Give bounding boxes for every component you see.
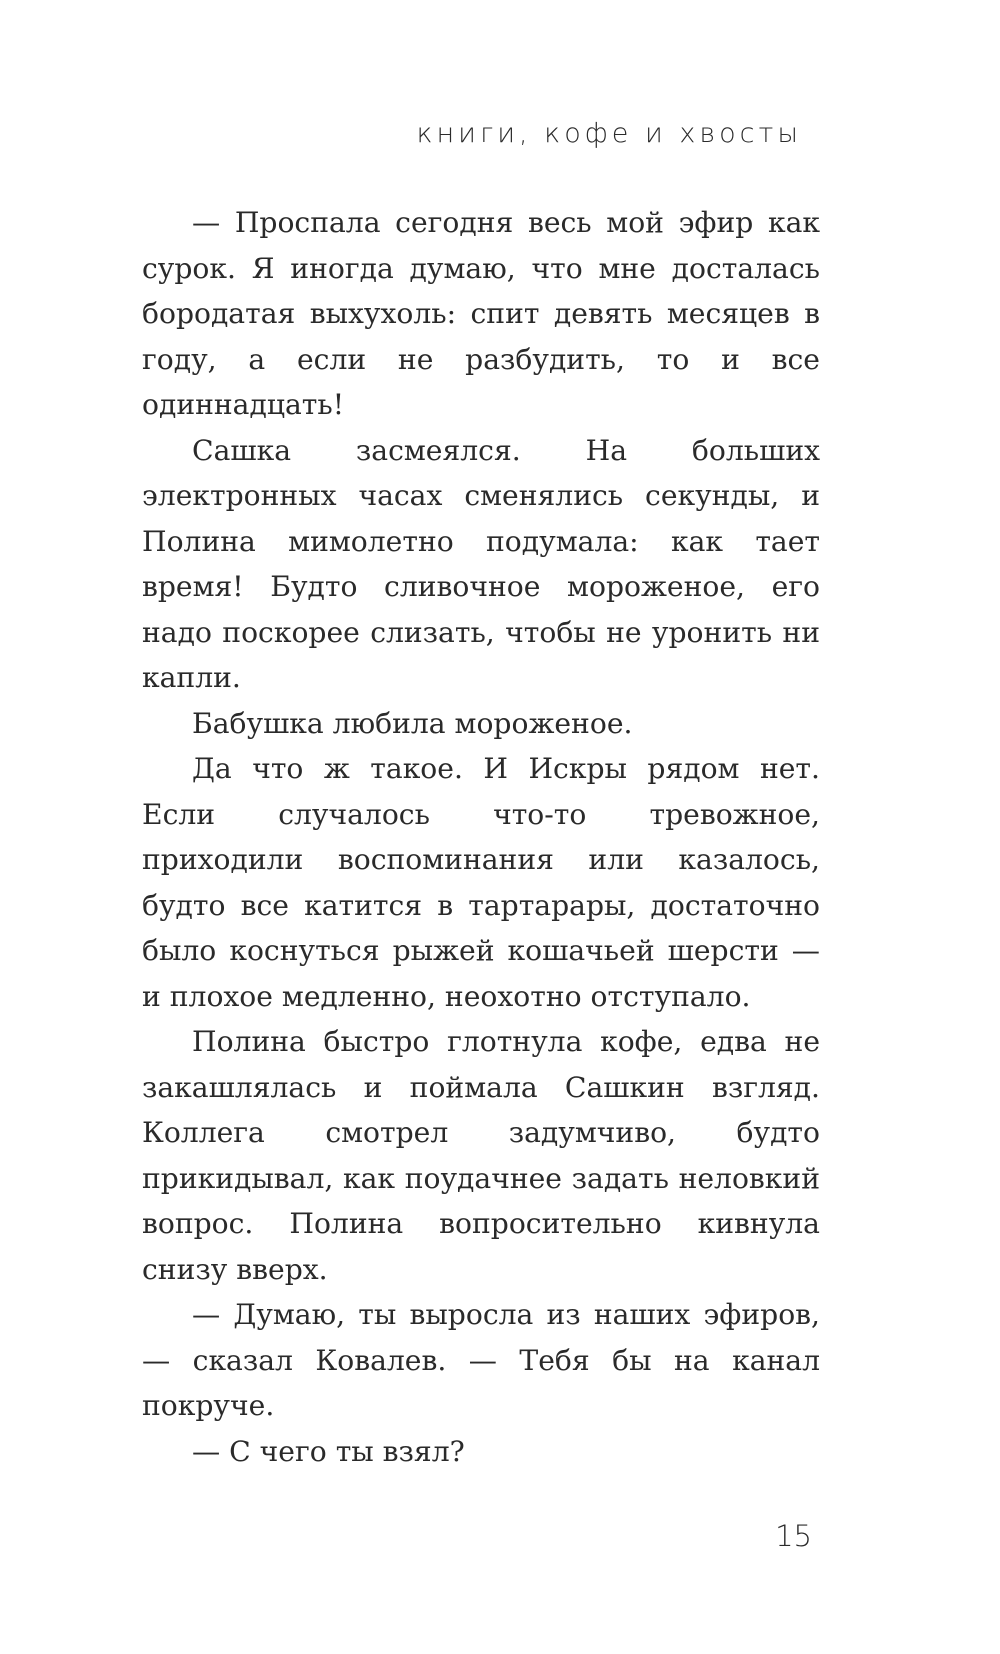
paragraph: Да что ж такое. И Искры рядом нет. Если случалось что-то тревожное, приходили воспоминания или казалось, будто все катится в тартарары, достаточно было коснуться рыжей кошачьей шерсти — и плохое медленно, неохотно отступало. xyxy=(142,752,820,1013)
running-title: книги, кофе и хвосты xyxy=(416,118,802,149)
paragraph: — С чего ты взял? xyxy=(192,1434,465,1468)
page-number: 15 xyxy=(775,1519,812,1553)
paragraph: Полина быстро глотнула кофе, едва не закашлялась и поймала Сашкин взгляд. Коллега смотрел задумчиво, будто прикидывал, как поудачнее задать неловкий вопрос. Полина вопросительно кивнула снизу вверх. xyxy=(142,1025,820,1286)
paragraph: Бабушка любила мороженое. xyxy=(192,706,633,740)
paragraph: Сашка засмеялся. На больших электронных часах сменялись секунды, и Полина мимолетно подумала: как тает время! Будто сливочное мороженое, его надо поскорее слизать, чтобы не уронить ни капли. xyxy=(142,433,820,694)
paragraph: — Думаю, ты выросла из наших эфиров, — сказал Ковалев. — Тебя бы на канал покруче. xyxy=(142,1298,820,1422)
body-text xyxy=(142,200,820,1474)
paragraph: — Проспала сегодня весь мой эфир как сурок. Я иногда думаю, что мне досталась бородатая выхухоль: спит девять месяцев в году, а если не разбудить, то и все одиннадцать! xyxy=(142,206,820,421)
